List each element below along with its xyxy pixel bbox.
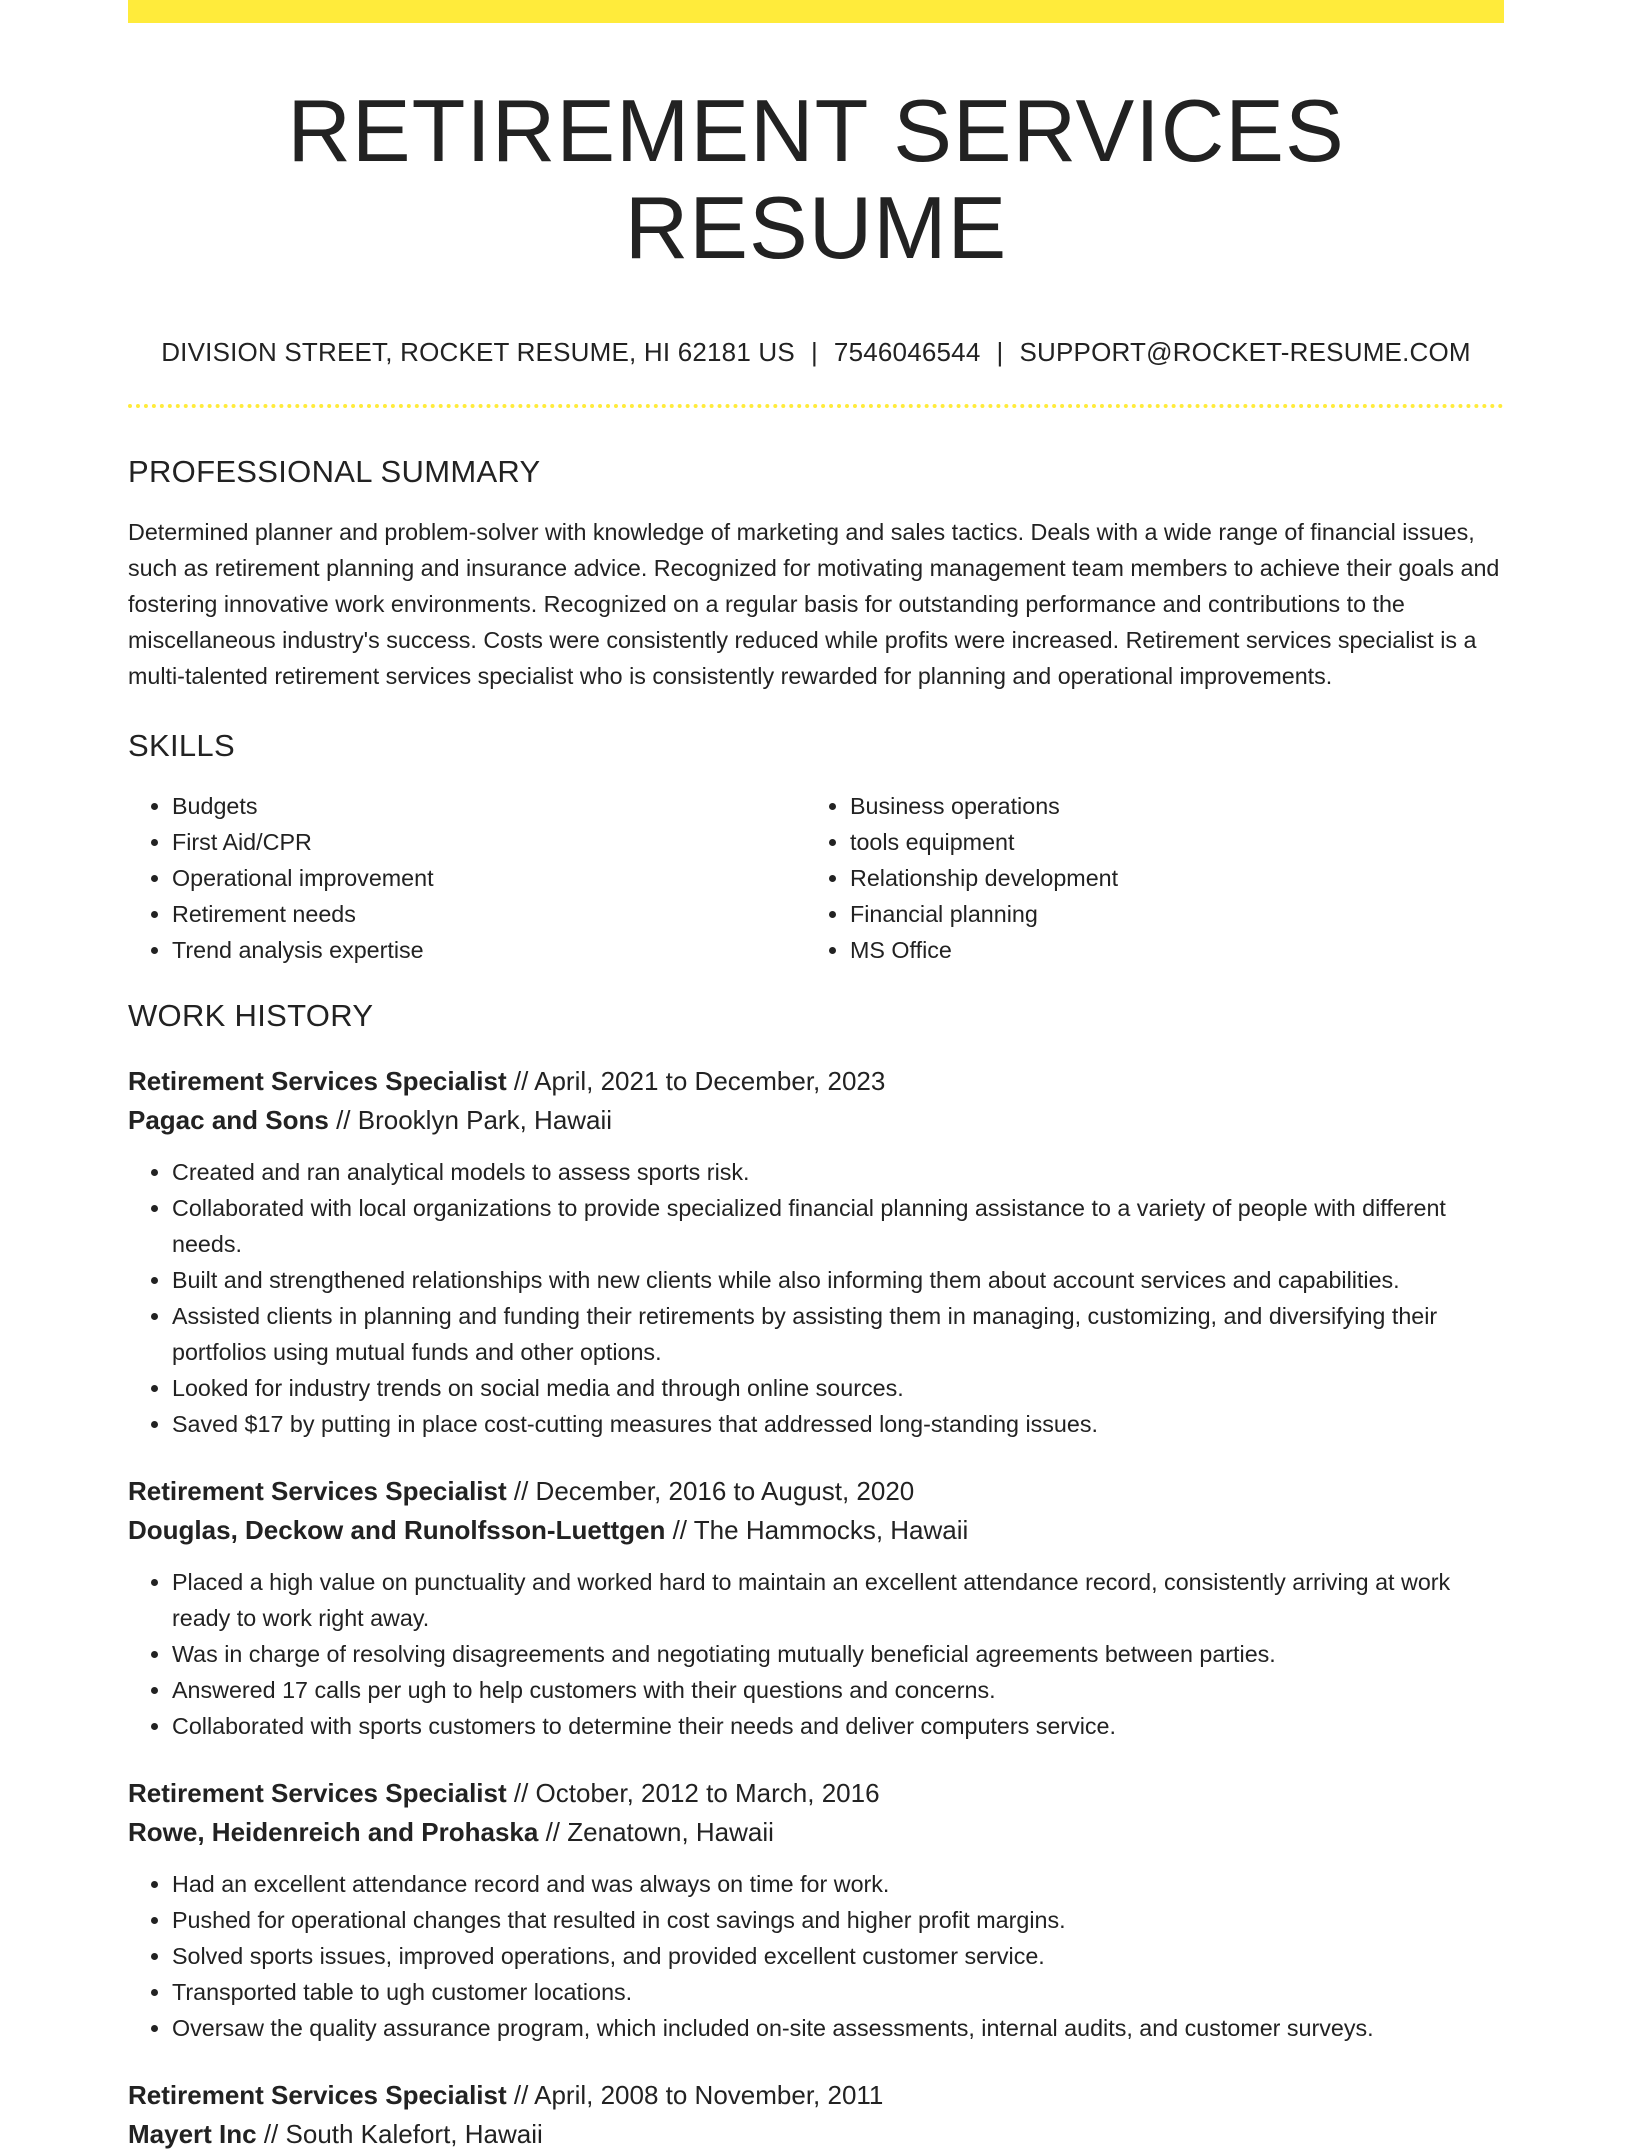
job-bullet: • Answered 17 calls per ugh to help customers with their questions and concerns. <box>172 1672 1504 1708</box>
job-bullets <box>128 1564 1504 1744</box>
job-bullet: • Oversaw the quality assurance program, which included on-site assessments, internal audits, and customer surveys. <box>172 2010 1504 2046</box>
job-bullet: • Looked for industry trends on social media and through online sources. <box>172 1370 1504 1406</box>
job-location: Zenatown, Hawaii <box>567 1816 774 1847</box>
top-accent-bar <box>128 0 1504 23</box>
job-bullet: • Had an excellent attendance record and was always on time for work. <box>172 1866 1504 1902</box>
job-company-line <box>128 2115 1504 2154</box>
job-separator: // <box>506 1065 535 1096</box>
job-separator: // <box>328 1104 358 1135</box>
job-entry <box>128 1062 1504 1442</box>
skill-item: • MS Office <box>850 932 1484 968</box>
resume-page <box>128 0 1504 2154</box>
skills-heading: SKILLS <box>128 727 235 763</box>
job-entry <box>128 1472 1504 1744</box>
job-location: The Hammocks, Hawaii <box>693 1514 969 1545</box>
job-bullet: • Collaborated with sports customers to determine their needs and deliver computers service. <box>172 1708 1504 1744</box>
job-company-line <box>128 1101 1504 1140</box>
skill-item: • Financial planning <box>850 896 1484 932</box>
job-bullets <box>128 1154 1504 1442</box>
job-dates: October, 2012 to March, 2016 <box>535 1777 880 1808</box>
skills-column-right <box>806 788 1484 968</box>
job-bullet: • Assisted clients in planning and funding their retirements by assisting them in managing, customizing, and diversifying their portfolios using mutual funds and other options. <box>172 1298 1504 1370</box>
job-separator: // <box>506 2079 535 2110</box>
job-location: South Kalefort, Hawaii <box>285 2118 543 2149</box>
contact-email: SUPPORT@ROCKET-RESUME.COM <box>1019 336 1471 367</box>
job-bullet: • Was in charge of resolving disagreements and negotiating mutually beneficial agreements between parties. <box>172 1636 1504 1672</box>
skill-item: • tools equipment <box>850 824 1484 860</box>
job-company-line <box>128 1511 1504 1550</box>
contact-separator: | <box>810 336 818 367</box>
dotted-divider <box>128 404 1504 408</box>
job-bullet: • Saved $17 by putting in place cost-cutting measures that addressed long-standing issues. <box>172 1406 1504 1442</box>
job-bullet: • Placed a high value on punctuality and worked hard to maintain an excellent attendance record, consistently arriving at work ready to work right away. <box>172 1564 1504 1636</box>
job-title-line <box>128 2076 1504 2115</box>
skill-item: • Trend analysis expertise <box>172 932 806 968</box>
job-dates: December, 2016 to August, 2020 <box>535 1475 915 1506</box>
job-company: Pagac and Sons <box>128 1104 329 1135</box>
skill-item: • Operational improvement <box>172 860 806 896</box>
job-title-line <box>128 1472 1504 1511</box>
skill-item: • Retirement needs <box>172 896 806 932</box>
job-company-line <box>128 1813 1504 1852</box>
job-company: Mayert Inc <box>128 2118 257 2149</box>
job-role: Retirement Services Specialist <box>128 1475 507 1506</box>
job-bullet: • Pushed for operational changes that resulted in cost savings and higher profit margins. <box>172 1902 1504 1938</box>
work-history-heading: WORK HISTORY <box>128 997 374 1033</box>
summary-text: Determined planner and problem-solver with knowledge of marketing and sales tactics. Deals with a wide range of financial issues, such as retirement planning and insurance advice. Recognized for motivating management team members to achieve their goals and fostering innovative work environments. Recognized on a regular basis for outstanding performance and contributions to the miscellaneous industry's success. Costs were consistently reduced while profits were increased. Retirement services specialist is a multi-talented retirement services specialist who is consistently rewarded for planning and operational improvements. <box>128 518 1500 689</box>
job-bullet: • Created and ran analytical models to assess sports risk. <box>172 1154 1504 1190</box>
job-entry <box>128 1774 1504 2046</box>
job-bullet: • Solved sports issues, improved operations, and provided excellent customer service. <box>172 1938 1504 1974</box>
job-role: Retirement Services Specialist <box>128 1065 507 1096</box>
job-bullet: • Collaborated with local organizations to provide specialized financial planning assistance to a variety of people with different needs. <box>172 1190 1504 1262</box>
skills-list <box>128 788 1504 968</box>
skills-column-left <box>128 788 806 968</box>
job-title-line <box>128 1774 1504 1813</box>
job-company: Douglas, Deckow and Runolfsson-Luettgen <box>128 1514 666 1545</box>
job-separator: // <box>256 2118 286 2149</box>
job-separator: // <box>506 1777 536 1808</box>
job-role: Retirement Services Specialist <box>128 1777 507 1808</box>
job-company: Rowe, Heidenreich and Prohaska <box>128 1816 539 1847</box>
skill-item: • Business operations <box>850 788 1484 824</box>
job-location: Brooklyn Park, Hawaii <box>357 1104 613 1135</box>
contact-separator: | <box>996 336 1004 367</box>
job-title-line <box>128 1062 1504 1101</box>
resume-title: RETIREMENT SERVICES RESUME <box>287 81 1345 277</box>
job-dates: April, 2021 to December, 2023 <box>534 1065 886 1096</box>
contact-address: DIVISION STREET, ROCKET RESUME, HI 62181 US <box>161 336 795 367</box>
job-bullet: • Built and strengthened relationships with new clients while also informing them about account services and capabilities. <box>172 1262 1504 1298</box>
skill-item: • Budgets <box>172 788 806 824</box>
job-separator: // <box>506 1475 536 1506</box>
job-separator: // <box>665 1514 694 1545</box>
job-bullet: • Transported table to ugh customer locations. <box>172 1974 1504 2010</box>
job-separator: // <box>538 1816 568 1847</box>
contact-line <box>128 337 1504 368</box>
job-role: Retirement Services Specialist <box>128 2079 507 2110</box>
job-bullets <box>128 1866 1504 2046</box>
job-entry <box>128 2076 1504 2154</box>
job-dates: April, 2008 to November, 2011 <box>534 2079 884 2110</box>
skill-item: • Relationship development <box>850 860 1484 896</box>
skill-item: • First Aid/CPR <box>172 824 806 860</box>
contact-phone: 7546046544 <box>833 336 981 367</box>
summary-heading: PROFESSIONAL SUMMARY <box>128 453 541 489</box>
